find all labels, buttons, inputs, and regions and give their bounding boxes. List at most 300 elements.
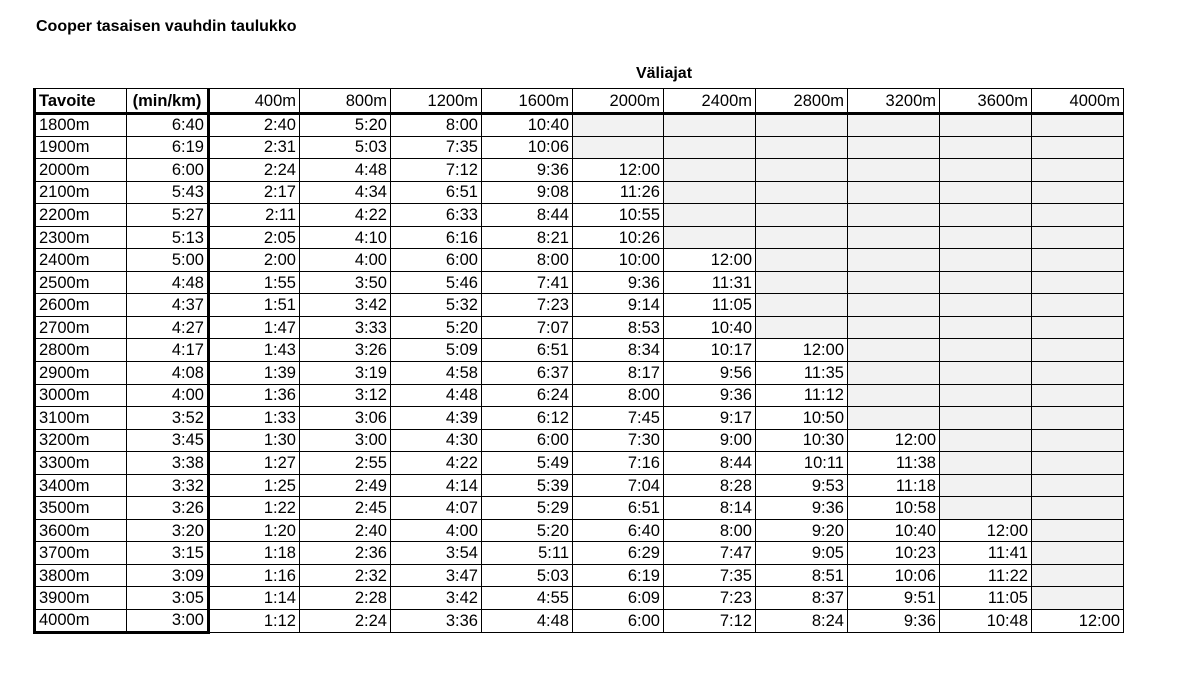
split-cell: 9:36 <box>848 610 940 633</box>
split-column-header: 4000m <box>1032 89 1124 114</box>
empty-split-cell <box>848 271 940 294</box>
split-cell: 1:55 <box>209 271 300 294</box>
table-header <box>35 89 1124 114</box>
split-cell: 8:00 <box>664 519 756 542</box>
goal-cell: 2200m <box>35 204 127 227</box>
goal-cell: 3600m <box>35 519 127 542</box>
split-cell: 4:00 <box>391 519 482 542</box>
empty-split-cell <box>664 114 756 137</box>
split-cell: 1:20 <box>209 519 300 542</box>
empty-split-cell <box>848 294 940 317</box>
split-cell: 9:36 <box>573 271 664 294</box>
split-cell: 1:25 <box>209 474 300 497</box>
empty-split-cell <box>1032 362 1124 385</box>
split-column-header: 3200m <box>848 89 940 114</box>
empty-split-cell <box>848 159 940 182</box>
split-cell: 7:30 <box>573 429 664 452</box>
split-cell: 1:47 <box>209 316 300 339</box>
split-cell: 8:44 <box>482 204 573 227</box>
split-cell: 11:31 <box>664 271 756 294</box>
goal-cell: 2600m <box>35 294 127 317</box>
split-cell: 6:33 <box>391 204 482 227</box>
split-cell: 3:42 <box>300 294 391 317</box>
empty-split-cell <box>756 226 848 249</box>
split-cell: 9:14 <box>573 294 664 317</box>
split-cell: 6:51 <box>482 339 573 362</box>
pace-cell: 5:43 <box>127 181 209 204</box>
table-row <box>35 339 1124 362</box>
goal-cell: 2300m <box>35 226 127 249</box>
split-cell: 6:00 <box>391 249 482 272</box>
table-row <box>35 226 1124 249</box>
split-cell: 12:00 <box>1032 610 1124 633</box>
split-cell: 4:00 <box>300 249 391 272</box>
goal-cell: 3500m <box>35 497 127 520</box>
pace-cell: 3:32 <box>127 474 209 497</box>
split-cell: 1:33 <box>209 407 300 430</box>
split-cell: 9:08 <box>482 181 573 204</box>
empty-split-cell <box>848 249 940 272</box>
split-column-header: 800m <box>300 89 391 114</box>
empty-split-cell <box>940 316 1032 339</box>
empty-split-cell <box>1032 271 1124 294</box>
empty-split-cell <box>664 226 756 249</box>
split-cell: 3:36 <box>391 610 482 633</box>
table-row <box>35 136 1124 159</box>
split-cell: 3:42 <box>391 587 482 610</box>
split-cell: 1:43 <box>209 339 300 362</box>
split-cell: 8:53 <box>573 316 664 339</box>
split-cell: 3:50 <box>300 271 391 294</box>
table-row <box>35 564 1124 587</box>
split-cell: 3:19 <box>300 362 391 385</box>
pace-cell: 3:00 <box>127 610 209 633</box>
empty-split-cell <box>756 181 848 204</box>
split-cell: 5:49 <box>482 452 573 475</box>
split-cell: 5:20 <box>482 519 573 542</box>
goal-cell: 2000m <box>35 159 127 182</box>
split-cell: 6:24 <box>482 384 573 407</box>
split-cell: 7:45 <box>573 407 664 430</box>
empty-split-cell <box>1032 339 1124 362</box>
empty-split-cell <box>756 114 848 137</box>
split-cell: 11:35 <box>756 362 848 385</box>
split-cell: 2:36 <box>300 542 391 565</box>
empty-split-cell <box>940 294 1032 317</box>
empty-split-cell <box>940 339 1032 362</box>
split-cell: 2:24 <box>300 610 391 633</box>
split-cell: 5:11 <box>482 542 573 565</box>
split-cell: 1:39 <box>209 362 300 385</box>
split-cell: 5:46 <box>391 271 482 294</box>
split-cell: 8:00 <box>573 384 664 407</box>
split-cell: 8:14 <box>664 497 756 520</box>
split-cell: 3:33 <box>300 316 391 339</box>
split-cell: 1:14 <box>209 587 300 610</box>
split-cell: 8:51 <box>756 564 848 587</box>
empty-split-cell <box>756 316 848 339</box>
split-cell: 6:51 <box>391 181 482 204</box>
split-cell: 2:45 <box>300 497 391 520</box>
split-cell: 7:35 <box>664 564 756 587</box>
split-column-header: 2000m <box>573 89 664 114</box>
empty-split-cell <box>756 136 848 159</box>
split-cell: 7:12 <box>664 610 756 633</box>
pace-cell: 3:20 <box>127 519 209 542</box>
split-cell: 2:05 <box>209 226 300 249</box>
split-cell: 5:03 <box>300 136 391 159</box>
empty-split-cell <box>940 226 1032 249</box>
empty-split-cell <box>940 452 1032 475</box>
empty-split-cell <box>1032 294 1124 317</box>
pace-cell: 3:52 <box>127 407 209 430</box>
goal-cell: 4000m <box>35 610 127 633</box>
table-row <box>35 271 1124 294</box>
empty-split-cell <box>848 181 940 204</box>
empty-split-cell <box>848 407 940 430</box>
goal-cell: 3400m <box>35 474 127 497</box>
split-cell: 4:48 <box>300 159 391 182</box>
split-cell: 4:10 <box>300 226 391 249</box>
empty-split-cell <box>1032 587 1124 610</box>
empty-split-cell <box>664 159 756 182</box>
empty-split-cell <box>940 362 1032 385</box>
split-cell: 8:17 <box>573 362 664 385</box>
table-row <box>35 474 1124 497</box>
split-cell: 11:41 <box>940 542 1032 565</box>
goal-cell: 3000m <box>35 384 127 407</box>
split-cell: 6:37 <box>482 362 573 385</box>
empty-split-cell <box>1032 181 1124 204</box>
empty-split-cell <box>1032 407 1124 430</box>
pace-cell: 6:19 <box>127 136 209 159</box>
empty-split-cell <box>1032 316 1124 339</box>
empty-split-cell <box>1032 474 1124 497</box>
table-row <box>35 204 1124 227</box>
pace-cell: 4:27 <box>127 316 209 339</box>
split-cell: 4:22 <box>300 204 391 227</box>
split-column-header: 2800m <box>756 89 848 114</box>
split-cell: 6:29 <box>573 542 664 565</box>
goal-column-header: Tavoite <box>35 89 127 114</box>
split-cell: 1:16 <box>209 564 300 587</box>
split-cell: 12:00 <box>573 159 664 182</box>
table-row <box>35 316 1124 339</box>
empty-split-cell <box>940 429 1032 452</box>
split-cell: 2:11 <box>209 204 300 227</box>
empty-split-cell <box>940 474 1032 497</box>
split-cell: 9:05 <box>756 542 848 565</box>
split-cell: 5:03 <box>482 564 573 587</box>
empty-split-cell <box>1032 564 1124 587</box>
table-row <box>35 384 1124 407</box>
goal-cell: 3700m <box>35 542 127 565</box>
split-cell: 7:16 <box>573 452 664 475</box>
split-cell: 2:40 <box>300 519 391 542</box>
empty-split-cell <box>664 181 756 204</box>
pace-cell: 3:15 <box>127 542 209 565</box>
split-cell: 5:09 <box>391 339 482 362</box>
split-cell: 7:23 <box>482 294 573 317</box>
empty-split-cell <box>756 204 848 227</box>
split-cell: 10:26 <box>573 226 664 249</box>
empty-split-cell <box>573 114 664 137</box>
split-cell: 5:39 <box>482 474 573 497</box>
split-cell: 6:51 <box>573 497 664 520</box>
split-cell: 11:05 <box>664 294 756 317</box>
split-cell: 3:06 <box>300 407 391 430</box>
split-cell: 3:12 <box>300 384 391 407</box>
split-cell: 10:06 <box>482 136 573 159</box>
empty-split-cell <box>1032 384 1124 407</box>
split-cell: 10:55 <box>573 204 664 227</box>
empty-split-cell <box>573 136 664 159</box>
goal-cell: 2800m <box>35 339 127 362</box>
split-cell: 11:38 <box>848 452 940 475</box>
pace-table <box>33 88 1124 634</box>
split-cell: 2:40 <box>209 114 300 137</box>
split-cell: 11:12 <box>756 384 848 407</box>
split-cell: 6:12 <box>482 407 573 430</box>
goal-cell: 1800m <box>35 114 127 137</box>
split-cell: 7:12 <box>391 159 482 182</box>
split-cell: 9:51 <box>848 587 940 610</box>
goal-cell: 2700m <box>35 316 127 339</box>
pace-cell: 4:08 <box>127 362 209 385</box>
goal-cell: 2500m <box>35 271 127 294</box>
split-column-header: 1600m <box>482 89 573 114</box>
document-title: Cooper tasaisen vauhdin taulukko <box>36 18 297 35</box>
goal-cell: 2100m <box>35 181 127 204</box>
split-cell: 7:41 <box>482 271 573 294</box>
empty-split-cell <box>848 114 940 137</box>
split-cell: 10:30 <box>756 429 848 452</box>
split-cell: 8:44 <box>664 452 756 475</box>
split-cell: 9:17 <box>664 407 756 430</box>
split-cell: 1:18 <box>209 542 300 565</box>
split-cell: 2:28 <box>300 587 391 610</box>
split-cell: 10:40 <box>664 316 756 339</box>
split-column-header: 400m <box>209 89 300 114</box>
empty-split-cell <box>1032 497 1124 520</box>
pace-cell: 5:13 <box>127 226 209 249</box>
split-cell: 1:12 <box>209 610 300 633</box>
split-cell: 1:27 <box>209 452 300 475</box>
table-row <box>35 587 1124 610</box>
empty-split-cell <box>848 136 940 159</box>
empty-split-cell <box>940 136 1032 159</box>
split-cell: 8:21 <box>482 226 573 249</box>
split-cell: 7:35 <box>391 136 482 159</box>
header-row <box>35 89 1124 114</box>
split-cell: 11:26 <box>573 181 664 204</box>
split-cell: 9:36 <box>664 384 756 407</box>
empty-split-cell <box>1032 159 1124 182</box>
pace-cell: 3:26 <box>127 497 209 520</box>
split-cell: 4:48 <box>391 384 482 407</box>
table-row <box>35 362 1124 385</box>
empty-split-cell <box>940 407 1032 430</box>
pace-column-header: (min/km) <box>127 89 209 114</box>
split-cell: 4:30 <box>391 429 482 452</box>
pace-cell: 4:37 <box>127 294 209 317</box>
split-cell: 2:31 <box>209 136 300 159</box>
empty-split-cell <box>756 271 848 294</box>
empty-split-cell <box>756 159 848 182</box>
split-cell: 1:51 <box>209 294 300 317</box>
split-cell: 10:17 <box>664 339 756 362</box>
split-cell: 11:22 <box>940 564 1032 587</box>
split-cell: 3:26 <box>300 339 391 362</box>
table-row <box>35 519 1124 542</box>
split-column-header: 1200m <box>391 89 482 114</box>
empty-split-cell <box>1032 136 1124 159</box>
goal-cell: 3100m <box>35 407 127 430</box>
split-cell: 10:11 <box>756 452 848 475</box>
empty-split-cell <box>848 384 940 407</box>
split-cell: 10:00 <box>573 249 664 272</box>
split-cell: 11:05 <box>940 587 1032 610</box>
goal-cell: 2400m <box>35 249 127 272</box>
split-cell: 2:17 <box>209 181 300 204</box>
goal-cell: 3300m <box>35 452 127 475</box>
goal-cell: 1900m <box>35 136 127 159</box>
empty-split-cell <box>940 181 1032 204</box>
split-cell: 6:40 <box>573 519 664 542</box>
split-cell: 3:47 <box>391 564 482 587</box>
empty-split-cell <box>1032 429 1124 452</box>
pace-cell: 6:40 <box>127 114 209 137</box>
split-column-header: 2400m <box>664 89 756 114</box>
split-cell: 9:20 <box>756 519 848 542</box>
split-cell: 10:40 <box>482 114 573 137</box>
goal-cell: 3200m <box>35 429 127 452</box>
split-cell: 7:04 <box>573 474 664 497</box>
split-cell: 2:24 <box>209 159 300 182</box>
pace-cell: 5:00 <box>127 249 209 272</box>
empty-split-cell <box>664 136 756 159</box>
split-cell: 8:37 <box>756 587 848 610</box>
split-cell: 2:49 <box>300 474 391 497</box>
split-cell: 10:06 <box>848 564 940 587</box>
table-row <box>35 249 1124 272</box>
split-cell: 8:00 <box>391 114 482 137</box>
empty-split-cell <box>664 204 756 227</box>
empty-split-cell <box>756 249 848 272</box>
table-row <box>35 429 1124 452</box>
table-row <box>35 114 1124 137</box>
table-row <box>35 181 1124 204</box>
split-cell: 4:55 <box>482 587 573 610</box>
empty-split-cell <box>940 271 1032 294</box>
split-cell: 6:00 <box>573 610 664 633</box>
table-row <box>35 159 1124 182</box>
split-cell: 5:32 <box>391 294 482 317</box>
split-cell: 6:09 <box>573 587 664 610</box>
table-row <box>35 407 1124 430</box>
split-cell: 12:00 <box>664 249 756 272</box>
split-cell: 7:07 <box>482 316 573 339</box>
empty-split-cell <box>756 294 848 317</box>
split-cell: 5:20 <box>300 114 391 137</box>
split-cell: 2:55 <box>300 452 391 475</box>
empty-split-cell <box>848 204 940 227</box>
split-cell: 4:14 <box>391 474 482 497</box>
split-cell: 10:23 <box>848 542 940 565</box>
table-row <box>35 497 1124 520</box>
empty-split-cell <box>848 362 940 385</box>
goal-cell: 3800m <box>35 564 127 587</box>
pace-cell: 4:17 <box>127 339 209 362</box>
table-row <box>35 452 1124 475</box>
empty-split-cell <box>1032 114 1124 137</box>
pace-cell: 3:09 <box>127 564 209 587</box>
split-cell: 5:20 <box>391 316 482 339</box>
split-cell: 9:56 <box>664 362 756 385</box>
split-cell: 12:00 <box>940 519 1032 542</box>
pace-cell: 3:05 <box>127 587 209 610</box>
pace-cell: 3:45 <box>127 429 209 452</box>
splits-caption: Väliajat <box>635 65 693 82</box>
empty-split-cell <box>940 159 1032 182</box>
split-cell: 1:36 <box>209 384 300 407</box>
split-cell: 4:48 <box>482 610 573 633</box>
split-cell: 9:53 <box>756 474 848 497</box>
table-row <box>35 610 1124 633</box>
split-cell: 8:34 <box>573 339 664 362</box>
split-cell: 2:00 <box>209 249 300 272</box>
goal-cell: 2900m <box>35 362 127 385</box>
goal-cell: 3900m <box>35 587 127 610</box>
split-cell: 6:19 <box>573 564 664 587</box>
empty-split-cell <box>1032 249 1124 272</box>
split-cell: 10:58 <box>848 497 940 520</box>
empty-split-cell <box>1032 452 1124 475</box>
split-cell: 7:23 <box>664 587 756 610</box>
empty-split-cell <box>940 114 1032 137</box>
split-column-header: 3600m <box>940 89 1032 114</box>
empty-split-cell <box>848 316 940 339</box>
empty-split-cell <box>940 204 1032 227</box>
table-row <box>35 542 1124 565</box>
split-cell: 9:36 <box>482 159 573 182</box>
split-cell: 11:18 <box>848 474 940 497</box>
table-row <box>35 294 1124 317</box>
empty-split-cell <box>848 226 940 249</box>
split-cell: 1:22 <box>209 497 300 520</box>
pace-cell: 5:27 <box>127 204 209 227</box>
split-cell: 9:36 <box>756 497 848 520</box>
empty-split-cell <box>940 249 1032 272</box>
split-cell: 10:40 <box>848 519 940 542</box>
split-cell: 12:00 <box>848 429 940 452</box>
split-cell: 4:39 <box>391 407 482 430</box>
split-cell: 5:29 <box>482 497 573 520</box>
split-cell: 4:34 <box>300 181 391 204</box>
split-cell: 3:54 <box>391 542 482 565</box>
empty-split-cell <box>848 339 940 362</box>
split-cell: 9:00 <box>664 429 756 452</box>
split-cell: 7:47 <box>664 542 756 565</box>
split-cell: 8:24 <box>756 610 848 633</box>
empty-split-cell <box>940 384 1032 407</box>
split-cell: 6:00 <box>482 429 573 452</box>
split-cell: 8:00 <box>482 249 573 272</box>
empty-split-cell <box>1032 226 1124 249</box>
table-body <box>35 114 1124 633</box>
split-cell: 12:00 <box>756 339 848 362</box>
split-cell: 2:32 <box>300 564 391 587</box>
